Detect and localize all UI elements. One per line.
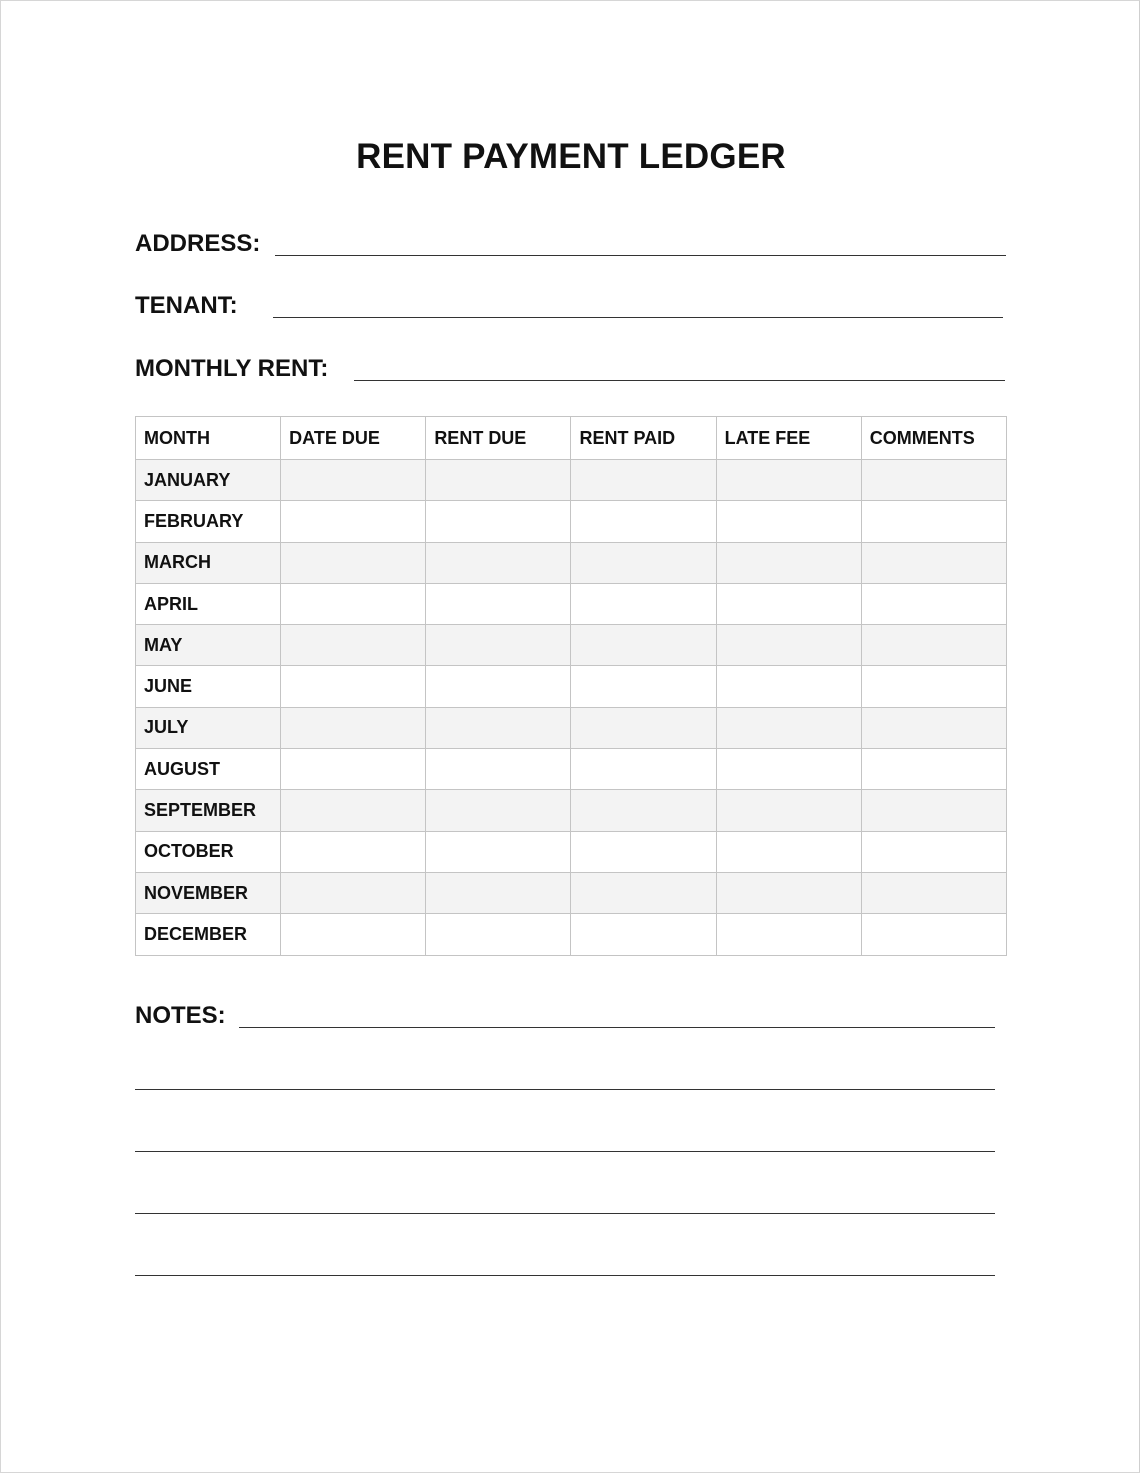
table-row xyxy=(136,501,1007,542)
rent-due-cell[interactable] xyxy=(426,583,571,624)
rent-paid-cell[interactable] xyxy=(571,501,716,542)
month-cell: MARCH xyxy=(136,542,281,583)
rent-paid-cell[interactable] xyxy=(571,831,716,872)
rent-paid-cell[interactable] xyxy=(571,872,716,913)
table-row xyxy=(136,790,1007,831)
notes-label: NOTES: xyxy=(135,1002,226,1029)
header-late-fee: LATE FEE xyxy=(716,417,861,460)
date-due-cell[interactable] xyxy=(281,542,426,583)
header-comments: COMMENTS xyxy=(861,417,1006,460)
late-fee-cell[interactable] xyxy=(716,501,861,542)
date-due-cell[interactable] xyxy=(281,707,426,748)
month-cell: DECEMBER xyxy=(136,914,281,955)
late-fee-cell[interactable] xyxy=(716,707,861,748)
late-fee-cell[interactable] xyxy=(716,625,861,666)
month-cell: OCTOBER xyxy=(136,831,281,872)
monthly-rent-label: MONTHLY RENT: xyxy=(135,355,329,382)
tenant-input-line[interactable] xyxy=(273,317,1003,318)
header-rent-due: RENT DUE xyxy=(426,417,571,460)
notes-line[interactable] xyxy=(135,1213,995,1214)
page-title: RENT PAYMENT LEDGER xyxy=(356,137,786,176)
comments-cell[interactable] xyxy=(861,831,1006,872)
notes-line[interactable] xyxy=(239,1027,995,1028)
rent-due-cell[interactable] xyxy=(426,666,571,707)
rent-paid-cell[interactable] xyxy=(571,625,716,666)
address-label: ADDRESS: xyxy=(135,230,261,257)
rent-paid-cell[interactable] xyxy=(571,460,716,501)
late-fee-cell[interactable] xyxy=(716,749,861,790)
rent-due-cell[interactable] xyxy=(426,831,571,872)
comments-cell[interactable] xyxy=(861,749,1006,790)
rent-paid-cell[interactable] xyxy=(571,666,716,707)
date-due-cell[interactable] xyxy=(281,666,426,707)
tenant-label: TENANT: xyxy=(135,292,238,319)
month-cell: FEBRUARY xyxy=(136,501,281,542)
table-row xyxy=(136,707,1007,748)
table-row xyxy=(136,666,1007,707)
late-fee-cell[interactable] xyxy=(716,790,861,831)
date-due-cell[interactable] xyxy=(281,583,426,624)
table-row xyxy=(136,583,1007,624)
comments-cell[interactable] xyxy=(861,501,1006,542)
address-input-line[interactable] xyxy=(275,255,1006,256)
ledger-table xyxy=(135,416,1007,956)
comments-cell[interactable] xyxy=(861,707,1006,748)
month-cell: SEPTEMBER xyxy=(136,790,281,831)
date-due-cell[interactable] xyxy=(281,749,426,790)
table-row xyxy=(136,542,1007,583)
header-date-due: DATE DUE xyxy=(281,417,426,460)
month-cell: AUGUST xyxy=(136,749,281,790)
table-row xyxy=(136,914,1007,955)
rent-due-cell[interactable] xyxy=(426,501,571,542)
comments-cell[interactable] xyxy=(861,583,1006,624)
header-month: MONTH xyxy=(136,417,281,460)
comments-cell[interactable] xyxy=(861,872,1006,913)
late-fee-cell[interactable] xyxy=(716,831,861,872)
rent-paid-cell[interactable] xyxy=(571,707,716,748)
late-fee-cell[interactable] xyxy=(716,914,861,955)
rent-paid-cell[interactable] xyxy=(571,914,716,955)
late-fee-cell[interactable] xyxy=(716,460,861,501)
comments-cell[interactable] xyxy=(861,625,1006,666)
late-fee-cell[interactable] xyxy=(716,666,861,707)
rent-due-cell[interactable] xyxy=(426,749,571,790)
month-cell: JANUARY xyxy=(136,460,281,501)
late-fee-cell[interactable] xyxy=(716,542,861,583)
rent-due-cell[interactable] xyxy=(426,914,571,955)
date-due-cell[interactable] xyxy=(281,460,426,501)
rent-due-cell[interactable] xyxy=(426,460,571,501)
rent-due-cell[interactable] xyxy=(426,790,571,831)
month-cell: JULY xyxy=(136,707,281,748)
date-due-cell[interactable] xyxy=(281,625,426,666)
rent-paid-cell[interactable] xyxy=(571,749,716,790)
date-due-cell[interactable] xyxy=(281,501,426,542)
rent-due-cell[interactable] xyxy=(426,542,571,583)
month-cell: JUNE xyxy=(136,666,281,707)
notes-line[interactable] xyxy=(135,1089,995,1090)
table-row xyxy=(136,831,1007,872)
table-row xyxy=(136,460,1007,501)
late-fee-cell[interactable] xyxy=(716,872,861,913)
rent-paid-cell[interactable] xyxy=(571,790,716,831)
rent-due-cell[interactable] xyxy=(426,872,571,913)
month-cell: NOVEMBER xyxy=(136,872,281,913)
date-due-cell[interactable] xyxy=(281,790,426,831)
monthly-rent-input-line[interactable] xyxy=(354,380,1005,381)
table-row xyxy=(136,749,1007,790)
month-cell: MAY xyxy=(136,625,281,666)
comments-cell[interactable] xyxy=(861,666,1006,707)
late-fee-cell[interactable] xyxy=(716,583,861,624)
rent-paid-cell[interactable] xyxy=(571,542,716,583)
table-row xyxy=(136,625,1007,666)
comments-cell[interactable] xyxy=(861,460,1006,501)
table-header-row xyxy=(136,417,1007,460)
header-rent-paid: RENT PAID xyxy=(571,417,716,460)
notes-line[interactable] xyxy=(135,1151,995,1152)
date-due-cell[interactable] xyxy=(281,831,426,872)
date-due-cell[interactable] xyxy=(281,872,426,913)
rent-due-cell[interactable] xyxy=(426,625,571,666)
date-due-cell[interactable] xyxy=(281,914,426,955)
table-row xyxy=(136,872,1007,913)
comments-cell[interactable] xyxy=(861,914,1006,955)
comments-cell[interactable] xyxy=(861,542,1006,583)
rent-due-cell[interactable] xyxy=(426,707,571,748)
rent-paid-cell[interactable] xyxy=(571,583,716,624)
month-cell: APRIL xyxy=(136,583,281,624)
notes-line[interactable] xyxy=(135,1275,995,1276)
comments-cell[interactable] xyxy=(861,790,1006,831)
